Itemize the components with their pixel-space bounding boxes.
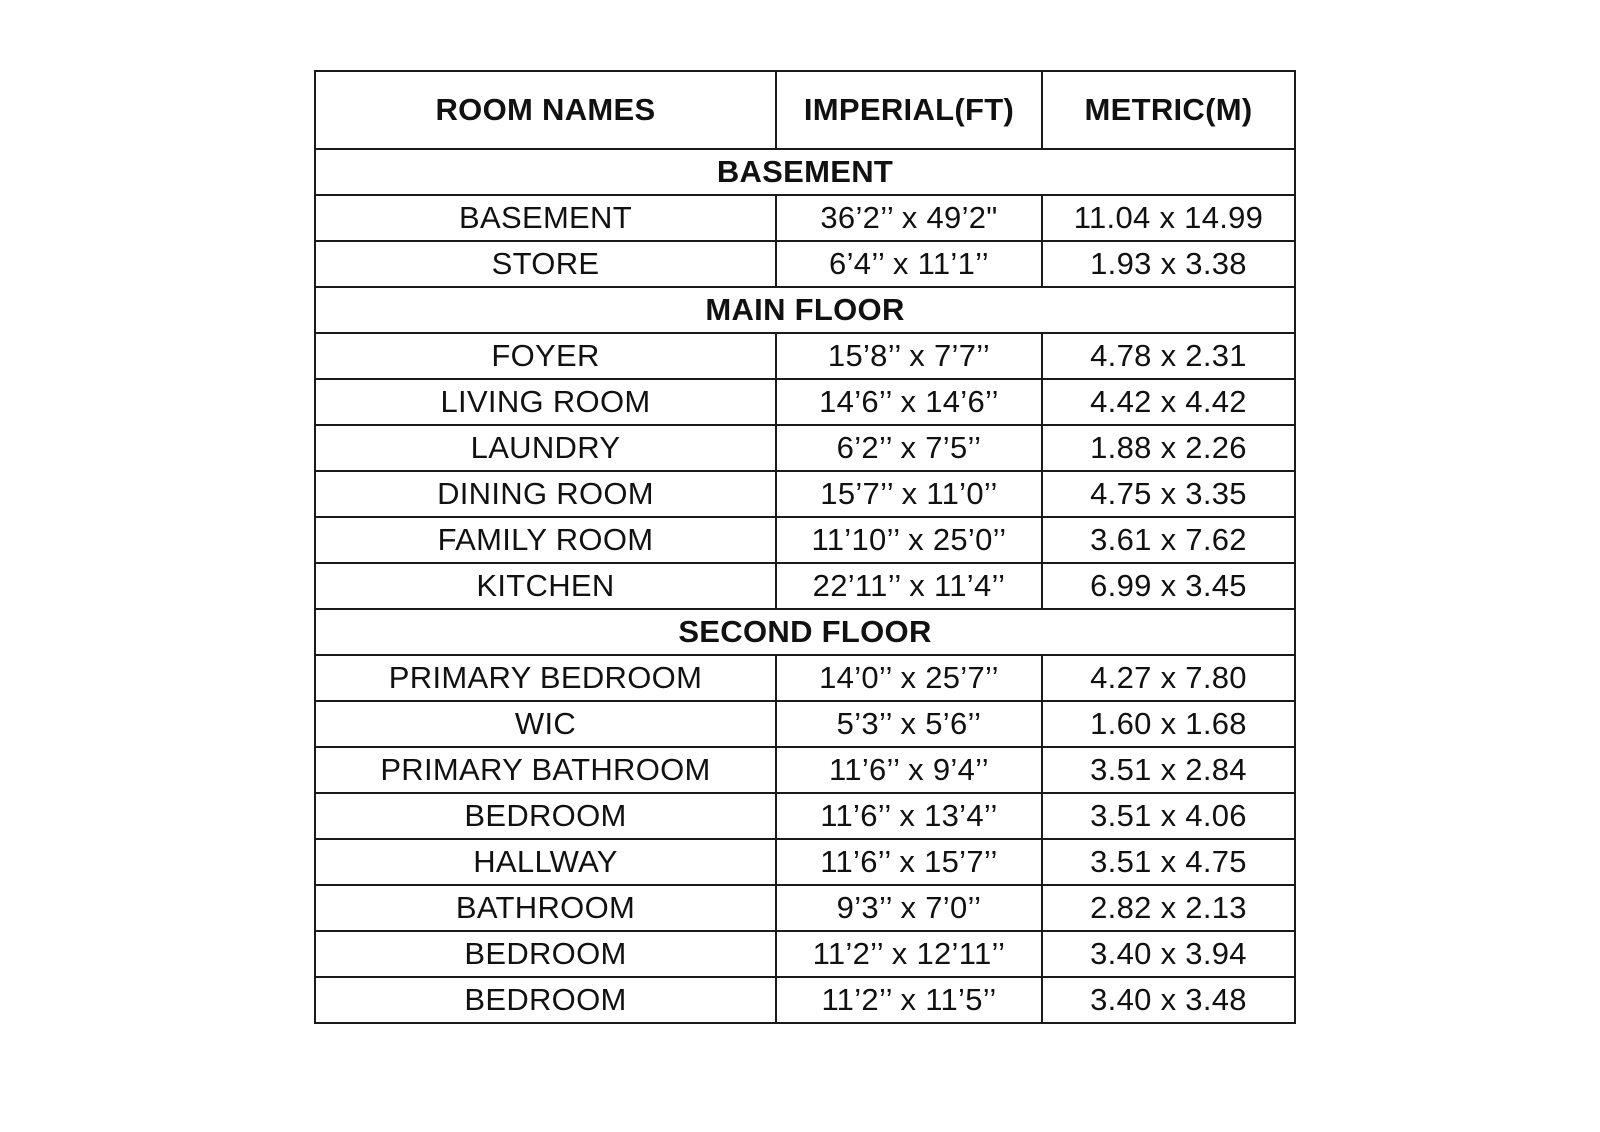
- room-imperial: 11’6’’ x 15’7’’: [776, 839, 1042, 885]
- room-imperial: 22’11’’ x 11’4’’: [776, 563, 1042, 609]
- room-imperial: 5’3’’ x 5’6’’: [776, 701, 1042, 747]
- room-name: KITCHEN: [315, 563, 776, 609]
- room-name: FOYER: [315, 333, 776, 379]
- room-metric: 3.40 x 3.48: [1042, 977, 1295, 1023]
- room-name: BASEMENT: [315, 195, 776, 241]
- room-imperial: 6’4’’ x 11’1’’: [776, 241, 1042, 287]
- room-metric: 1.60 x 1.68: [1042, 701, 1295, 747]
- room-imperial: 6’2’’ x 7’5’’: [776, 425, 1042, 471]
- section-row-second-floor: [315, 609, 1295, 655]
- table-row: [315, 333, 1295, 379]
- room-name: WIC: [315, 701, 776, 747]
- room-metric: 3.51 x 4.75: [1042, 839, 1295, 885]
- room-imperial: 14’6’’ x 14’6’’: [776, 379, 1042, 425]
- room-name: BEDROOM: [315, 793, 776, 839]
- room-metric: 1.93 x 3.38: [1042, 241, 1295, 287]
- room-name: BATHROOM: [315, 885, 776, 931]
- room-imperial: 9’3’’ x 7’0’’: [776, 885, 1042, 931]
- room-name: BEDROOM: [315, 977, 776, 1023]
- room-metric: 1.88 x 2.26: [1042, 425, 1295, 471]
- room-imperial: 15’8’’ x 7’7’’: [776, 333, 1042, 379]
- room-name: BEDROOM: [315, 931, 776, 977]
- room-name: HALLWAY: [315, 839, 776, 885]
- section-title: SECOND FLOOR: [315, 609, 1295, 655]
- room-metric: 11.04 x 14.99: [1042, 195, 1295, 241]
- room-imperial: 36’2’’ x 49’2": [776, 195, 1042, 241]
- room-name: LAUNDRY: [315, 425, 776, 471]
- section-title: BASEMENT: [315, 149, 1295, 195]
- table-row: [315, 793, 1295, 839]
- table-row: [315, 563, 1295, 609]
- room-imperial: 11’2’’ x 12’11’’: [776, 931, 1042, 977]
- room-metric: 3.40 x 3.94: [1042, 931, 1295, 977]
- room-name: STORE: [315, 241, 776, 287]
- table-row: [315, 241, 1295, 287]
- room-dimensions-sheet: [314, 70, 1294, 1024]
- table-row: [315, 379, 1295, 425]
- room-imperial: 11’6’’ x 9’4’’: [776, 747, 1042, 793]
- room-imperial: 11’10’’ x 25’0’’: [776, 517, 1042, 563]
- room-metric: 3.51 x 4.06: [1042, 793, 1295, 839]
- room-metric: 6.99 x 3.45: [1042, 563, 1295, 609]
- section-title: MAIN FLOOR: [315, 287, 1295, 333]
- table-row: [315, 195, 1295, 241]
- room-dimensions-table: [314, 70, 1296, 1024]
- table-row: [315, 839, 1295, 885]
- header-imperial: IMPERIAL(FT): [776, 71, 1042, 149]
- table-row: [315, 931, 1295, 977]
- room-imperial: 11’6’’ x 13’4’’: [776, 793, 1042, 839]
- room-metric: 4.27 x 7.80: [1042, 655, 1295, 701]
- table-row: [315, 425, 1295, 471]
- table-body: [315, 149, 1295, 1023]
- table-row: [315, 517, 1295, 563]
- room-metric: 2.82 x 2.13: [1042, 885, 1295, 931]
- table-row: [315, 701, 1295, 747]
- section-row-basement: [315, 149, 1295, 195]
- room-name: PRIMARY BATHROOM: [315, 747, 776, 793]
- header-room-names: ROOM NAMES: [315, 71, 776, 149]
- table-header-row: [315, 71, 1295, 149]
- room-metric: 4.75 x 3.35: [1042, 471, 1295, 517]
- room-metric: 3.61 x 7.62: [1042, 517, 1295, 563]
- table-row: [315, 655, 1295, 701]
- room-imperial: 15’7’’ x 11’0’’: [776, 471, 1042, 517]
- room-imperial: 11’2’’ x 11’5’’: [776, 977, 1042, 1023]
- header-metric: METRIC(M): [1042, 71, 1295, 149]
- table-row: [315, 747, 1295, 793]
- room-name: DINING ROOM: [315, 471, 776, 517]
- room-metric: 3.51 x 2.84: [1042, 747, 1295, 793]
- table-row: [315, 885, 1295, 931]
- room-metric: 4.42 x 4.42: [1042, 379, 1295, 425]
- table-row: [315, 471, 1295, 517]
- table-row: [315, 977, 1295, 1023]
- room-imperial: 14’0’’ x 25’7’’: [776, 655, 1042, 701]
- room-metric: 4.78 x 2.31: [1042, 333, 1295, 379]
- section-row-main-floor: [315, 287, 1295, 333]
- room-name: LIVING ROOM: [315, 379, 776, 425]
- room-name: FAMILY ROOM: [315, 517, 776, 563]
- room-name: PRIMARY BEDROOM: [315, 655, 776, 701]
